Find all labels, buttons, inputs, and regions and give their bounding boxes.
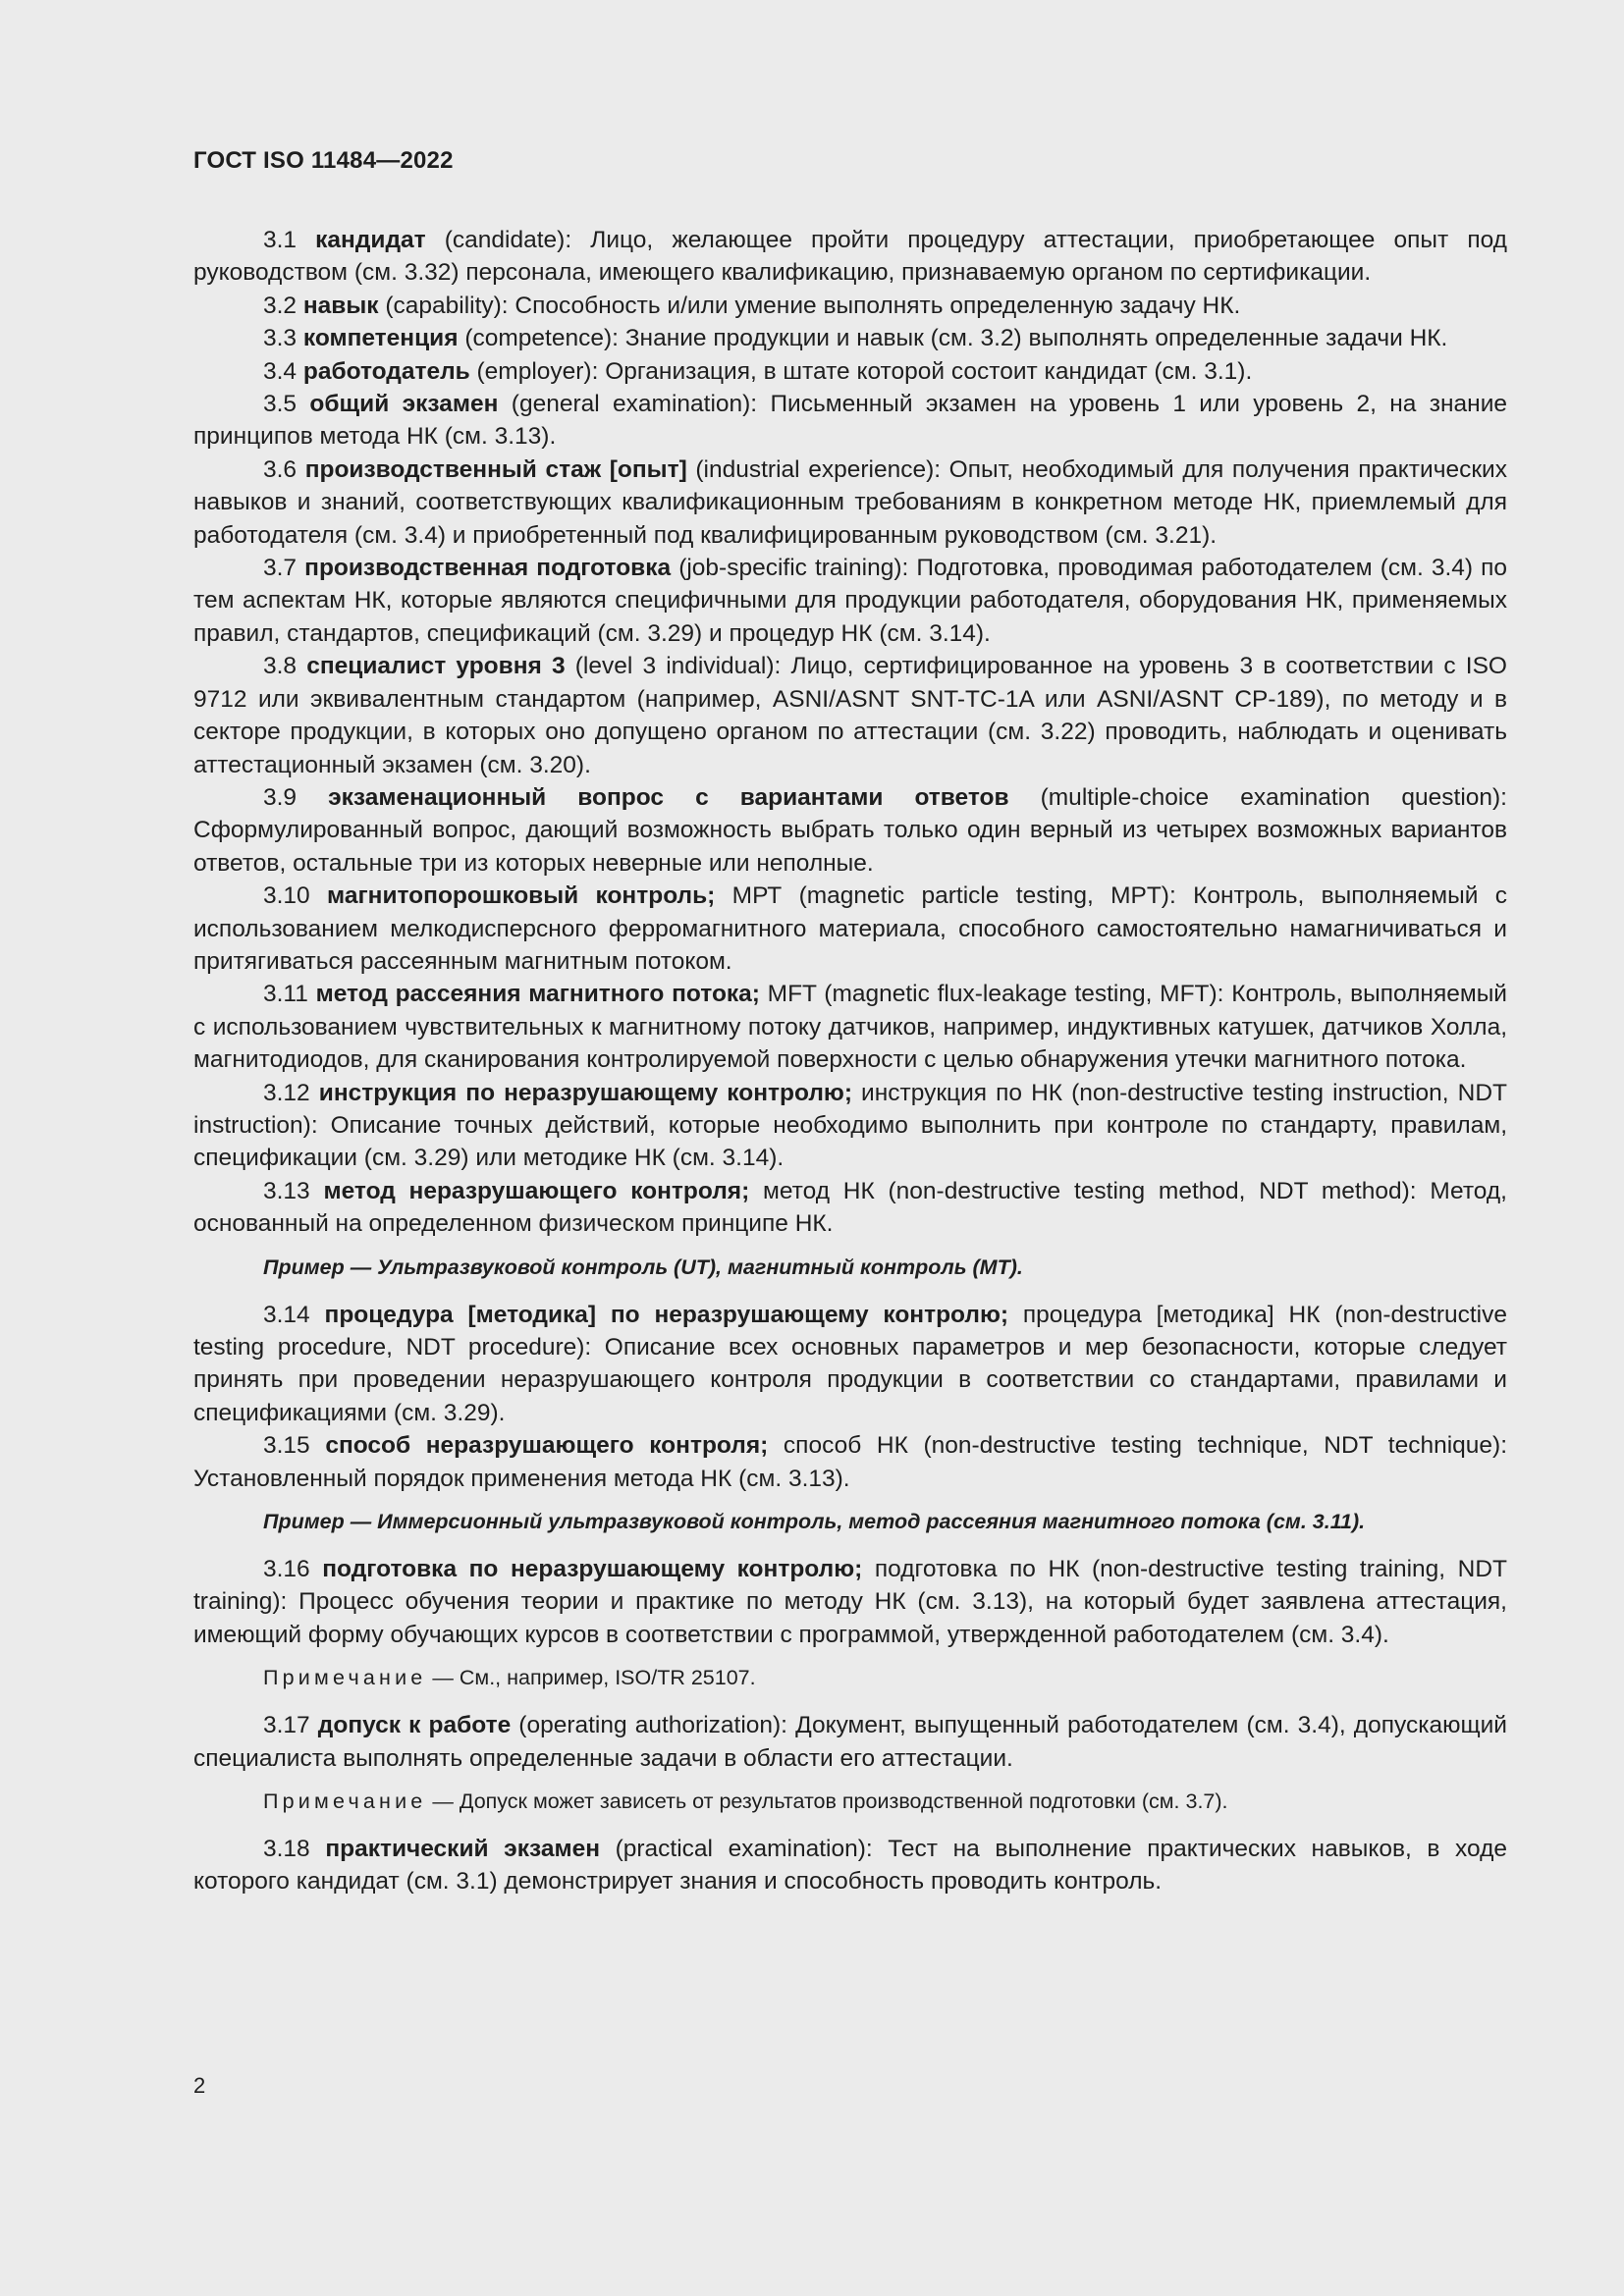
entry-number: 3.14 bbox=[263, 1301, 310, 1328]
entry-number: 3.8 bbox=[263, 653, 298, 680]
entry-text: способ НК (non-destructive testing technique, NDT technique): Установленный порядок применения метода НК (см. 3.13). bbox=[193, 1432, 1508, 1492]
entry-term: инструкция по неразрушающему контролю; bbox=[318, 1079, 852, 1106]
document-header: ГОСТ ISO 11484—2022 bbox=[193, 147, 454, 174]
entry-text: (industrial experience): Опыт, необходимый для получения практических навыков и знаний, соответствующих квалификационным требованиям в конкретном методе НК, приемлемый для работодателя (см. 3.4) и приобретенный под квалифицированным руководством (см. 3.21). bbox=[193, 455, 1507, 549]
definition-entry bbox=[193, 388, 1507, 454]
definition-entry bbox=[193, 1553, 1507, 1651]
definition-entry bbox=[193, 978, 1507, 1076]
entry-term: практический экзамен bbox=[325, 1836, 600, 1863]
entry-number: 3.17 bbox=[263, 1712, 310, 1739]
entry-number: 3.7 bbox=[263, 555, 298, 582]
definition-entry bbox=[193, 454, 1507, 552]
entry-text: MFT (magnetic flux-leakage testing, MFT): Контроль, выполняемый с использованием чувствительных к магнитному потоку датчиков, например, индуктивных катушек, датчиков Холла, магнитодиодов, для сканирования контролируемой поверхности с целью обнаружения утечки магнитного потока. bbox=[193, 981, 1507, 1074]
definition-entry bbox=[193, 1175, 1507, 1241]
note-body: — См., например, ISO/TR 25107. bbox=[426, 1666, 756, 1690]
entry-term: специалист уровня 3 bbox=[306, 653, 566, 680]
definition-entry bbox=[193, 290, 1507, 322]
entry-text: МРТ (magnetic particle testing, MPT): Контроль, выполняемый с использованием мелкодисперсного ферромагнитного материала, способного самостоятельно намагничиваться и притягиваться рассеянным магнитным потоком. bbox=[193, 882, 1508, 975]
definition-entry bbox=[193, 224, 1507, 290]
entry-number: 3.11 bbox=[263, 981, 308, 1008]
entry-text: (multiple-choice examination question): Сформулированный вопрос, дающий возможность выбрать только один верный из четырех возможных вариантов ответов, остальные три из которых неверные или неполные. bbox=[193, 783, 1507, 877]
definition-entry bbox=[193, 552, 1507, 650]
entry-text: (capability): Способность и/или умение выполнять определенную задачу НК. bbox=[378, 292, 1241, 319]
definition-entry bbox=[193, 650, 1507, 781]
entry-text: (candidate): Лицо, желающее пройти процедуру аттестации, приобретающее опыт под руководством (см. 3.32) персонала, имеющего квалификацию, признаваемую органом по сертификации. bbox=[193, 227, 1507, 287]
example-text: Пример — Ультразвуковой контроль (UT), магнитный контроль (МТ). bbox=[263, 1255, 1023, 1279]
entry-text: инструкция по НК (non-destructive testing instruction, NDT instruction): Описание точных действий, которые необходимо выполнить при контроле по стандарту, правилам, спецификации (см. 3.29) или методике НК (см. 3.14). bbox=[193, 1079, 1507, 1172]
entry-term: компетенция bbox=[302, 325, 459, 352]
entry-number: 3.12 bbox=[263, 1079, 310, 1106]
definition-entry bbox=[193, 1709, 1507, 1775]
entry-term: производственный стаж [опыт] bbox=[304, 455, 687, 483]
note-text bbox=[193, 1787, 1507, 1816]
entry-text: процедура [методика] НК (non-destructive testing procedure, NDT procedure): Описание всех основных параметров и мер безопасности, которые следует принять при проведении неразрушающего контроля продукции в соответствии со стандартами, правилами и спецификациями (см. 3.29). bbox=[193, 1301, 1507, 1426]
entry-number: 3.16 bbox=[263, 1556, 310, 1583]
entry-text: (operating authorization): Документ, выпущенный работодателем (см. 3.4), допускающий специалиста выполнять определенные задачи в области его аттестации. bbox=[193, 1712, 1507, 1772]
definition-entry bbox=[193, 355, 1507, 388]
example-text: Пример — Иммерсионный ультразвуковой контроль, метод рассеяния магнитного потока (см. 3.11). bbox=[263, 1510, 1366, 1534]
entry-text: подготовка по НК (non-destructive testing training, NDT training): Процесс обучения теории и практике по методу НК (см. 3.13), на который будет заявлена аттестация, имеющий форму обучающих курсов в соответствии с программой, утвержденной работодателем (см. 3.4). bbox=[193, 1556, 1507, 1648]
definition-entry bbox=[193, 781, 1507, 880]
entry-text: (general examination): Письменный экзамен на уровень 1 или уровень 2, на знание принципов метода НК (см. 3.13). bbox=[193, 391, 1508, 451]
note-text bbox=[193, 1663, 1507, 1692]
entry-number: 3.9 bbox=[263, 783, 298, 811]
entry-text: метод НК (non-destructive testing method, NDT method): Метод, основанный на определенном физическом принципе НК. bbox=[193, 1177, 1507, 1238]
definition-entry bbox=[193, 322, 1507, 354]
entry-term: процедура [методика] по неразрушающему контролю; bbox=[324, 1301, 1009, 1328]
entry-number: 3.3 bbox=[263, 325, 298, 352]
entry-number: 3.4 bbox=[263, 357, 298, 385]
entry-term: производственная подготовка bbox=[304, 555, 672, 582]
entry-term: способ неразрушающего контроля; bbox=[325, 1432, 769, 1460]
note-body: — Допуск может зависеть от результатов производственной подготовки (см. 3.7). bbox=[426, 1789, 1228, 1814]
entry-number: 3.2 bbox=[263, 292, 298, 319]
page-number: 2 bbox=[193, 2073, 206, 2098]
entry-term: экзаменационный вопрос с вариантами ответов bbox=[328, 783, 1009, 811]
entry-term: метод неразрушающего контроля; bbox=[323, 1177, 750, 1204]
entry-term: кандидат bbox=[315, 227, 426, 253]
entry-text: (level 3 individual): Лицо, сертифицированное на уровень 3 в соответствии с ISO 9712 или эквивалентным стандартом (например, ASNI/ASNT SNT-TC-1A или ASNI/ASNT CP-189), по методу и в секторе продукции, в которых оно допущено органом по аттестации (см. 3.22) проводить, наблюдать и оценивать аттестационный экзамен (см. 3.20). bbox=[193, 653, 1507, 778]
definition-entry bbox=[193, 880, 1507, 978]
definition-entry bbox=[193, 1429, 1507, 1495]
entry-number: 3.13 bbox=[263, 1177, 310, 1204]
entry-term: допуск к работе bbox=[317, 1712, 512, 1739]
entry-number: 3.5 bbox=[263, 391, 298, 418]
entry-text: (practical examination): Тест на выполнение практических навыков, в ходе которого кандидат (см. 3.1) демонстрирует знания и способность проводить контроль. bbox=[193, 1836, 1507, 1896]
entry-term: магнитопорошковый контроль; bbox=[327, 882, 716, 910]
entry-term: работодатель bbox=[302, 357, 470, 385]
entry-text: (job-specific training): Подготовка, проводимая работодателем (см. 3.4) по тем аспектам НК, которые являются специфичными для продукции работодателя, оборудования НК, применяемых правил, стандартов, спецификаций (см. 3.29) и процедур НК (см. 3.14). bbox=[193, 555, 1508, 647]
definition-entry bbox=[193, 1077, 1507, 1175]
entry-text: (employer): Организация, в штате которой состоит кандидат (см. 3.1). bbox=[469, 357, 1253, 385]
entry-number: 3.15 bbox=[263, 1432, 310, 1460]
definition-entry bbox=[193, 1299, 1507, 1430]
entry-term: подготовка по неразрушающему контролю; bbox=[322, 1556, 863, 1583]
definition-entry bbox=[193, 1833, 1507, 1898]
note-label: Примечание bbox=[263, 1666, 427, 1690]
entry-number: 3.10 bbox=[263, 882, 310, 910]
entry-term: общий экзамен bbox=[309, 391, 499, 418]
entry-term: метод рассеяния магнитного потока; bbox=[315, 981, 760, 1008]
definitions-section bbox=[193, 224, 1507, 1898]
note-label: Примечание bbox=[263, 1789, 427, 1814]
entry-term: навык bbox=[302, 292, 379, 319]
entry-number: 3.6 bbox=[263, 455, 298, 483]
entry-text: (competence): Знание продукции и навык (см. 3.2) выполнять определенные задачи НК. bbox=[458, 325, 1448, 352]
entry-number: 3.1 bbox=[263, 227, 298, 253]
entry-number: 3.18 bbox=[263, 1836, 310, 1863]
